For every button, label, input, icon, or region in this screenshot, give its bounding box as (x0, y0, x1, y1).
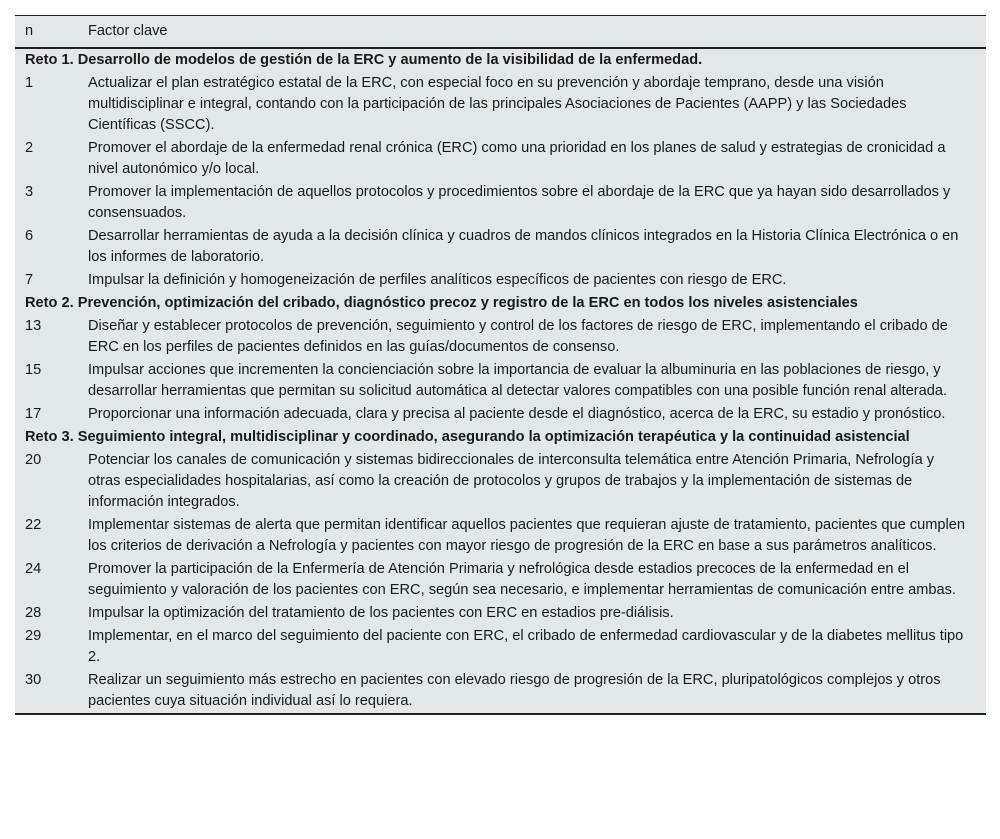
section-title: Reto 3. Seguimiento integral, multidisciplinar y coordinado, asegurando la optimización terapéutica y la continuidad asistencial (25, 429, 910, 445)
row-factor-text: Impulsar la optimización del tratamiento de los pacientes con ERC en estadios pre-diálisis. (88, 605, 674, 621)
row-factor-text: Promover la participación de la Enfermería de Atención Primaria y nefrológica desde estadios precoces de la enfermedad en el seguimiento y valoración de los pacientes con ERC, según sea necesario, e implementar herramientas de comunicación entre ambas. (88, 561, 956, 598)
column-header-factor: Factor clave (88, 16, 986, 48)
section-title: Reto 2. Prevención, optimización del cribado, diagnóstico precoz y registro de la ERC en todos los niveles asistenciales (25, 295, 858, 311)
row-number: 1 (25, 75, 34, 91)
key-factors-table (15, 16, 986, 713)
table-row (15, 403, 986, 426)
row-number: 29 (25, 628, 42, 644)
section-title: Reto 1. Desarrollo de modelos de gestión de la ERC y aumento de la visibilidad de la enfermedad. (25, 52, 703, 68)
row-factor-text: Implementar, en el marco del seguimiento del paciente con ERC, el cribado de enfermedad cardiovascular y de la diabetes mellitus tipo 2. (88, 628, 964, 665)
table-row (15, 315, 986, 359)
row-number: 13 (25, 318, 42, 334)
column-header-n: n (15, 16, 88, 48)
table-row (15, 625, 986, 669)
key-factors-table-container (15, 15, 986, 715)
row-factor-text: Impulsar la definición y homogeneización de perfiles analíticos específicos de pacientes con riesgo de ERC. (88, 272, 787, 288)
section-header-reto-1 (15, 48, 986, 72)
row-factor-text: Actualizar el plan estratégico estatal de la ERC, con especial foco en su prevención y abordaje temprano, desde una visión multidisciplinar e integral, contando con la participación de las principales Asociaciones de Pacientes (AAPP) y las Sociedades Científicas (SSCC). (88, 75, 907, 133)
row-factor-text: Promover el abordaje de la enfermedad renal crónica (ERC) como una prioridad en los planes de salud y estrategias de cronicidad a nivel autonómico y/o local. (88, 140, 946, 177)
row-number: 30 (25, 672, 42, 688)
table-row (15, 269, 986, 292)
row-number: 6 (25, 228, 34, 244)
table-row (15, 669, 986, 713)
table-row (15, 602, 986, 625)
table-row (15, 514, 986, 558)
table-row (15, 181, 986, 225)
row-factor-text: Proporcionar una información adecuada, clara y precisa al paciente desde el diagnóstico, acerca de la ERC, su estadio y pronóstico. (88, 406, 946, 422)
table-row (15, 359, 986, 403)
row-number: 3 (25, 184, 34, 200)
row-number: 20 (25, 452, 42, 468)
row-factor-text: Diseñar y establecer protocolos de prevención, seguimiento y control de los factores de riesgo de ERC, implementando el cribado de ERC en los perfiles de pacientes definidos en las guías/documentos de consenso. (88, 318, 948, 355)
row-factor-text: Realizar un seguimiento más estrecho en pacientes con elevado riesgo de progresión de la ERC, pluripatológicos complejos y otros pacientes cuya situación individual así lo requiera. (88, 672, 941, 709)
row-number: 15 (25, 362, 42, 378)
section-header-reto-3 (15, 426, 986, 449)
row-number: 22 (25, 517, 42, 533)
row-factor-text: Implementar sistemas de alerta que permitan identificar aquellos pacientes que requieran ajuste de tratamiento, pacientes que cumplen los criterios de derivación a Nefrología y pacientes con mayor riesgo de progresión de la ERC en base a sus parámetros analíticos. (88, 517, 965, 554)
section-header-reto-2 (15, 292, 986, 315)
row-number: 24 (25, 561, 42, 577)
row-factor-text: Potenciar los canales de comunicación y sistemas bidireccionales de interconsulta telemática entre Atención Primaria, Nefrología y otras especialidades hospitalarias, así como la creación de protocolos y grupos de trabajos y la implementación de sistemas de información integrados. (88, 452, 935, 510)
row-factor-text: Desarrollar herramientas de ayuda a la decisión clínica y cuadros de mandos clínicos integrados en la Historia Clínica Electrónica o en los informes de laboratorio. (88, 228, 959, 265)
table-row (15, 225, 986, 269)
table-row (15, 558, 986, 602)
row-factor-text: Impulsar acciones que incrementen la concienciación sobre la importancia de evaluar la albuminuria en las poblaciones de riesgo, y desarrollar herramientas que permitan su solicitud automática al detectar valores compatibles con una posible función renal alterada. (88, 362, 948, 399)
table-header-row (15, 16, 986, 48)
row-number: 28 (25, 605, 42, 621)
row-number: 7 (25, 272, 34, 288)
table-row (15, 449, 986, 514)
table-row (15, 137, 986, 181)
row-number: 17 (25, 406, 42, 422)
table-row (15, 72, 986, 137)
row-number: 2 (25, 140, 34, 156)
row-factor-text: Promover la implementación de aquellos protocolos y procedimientos sobre el abordaje de la ERC que ya hayan sido desarrollados y consensuados. (88, 184, 951, 221)
